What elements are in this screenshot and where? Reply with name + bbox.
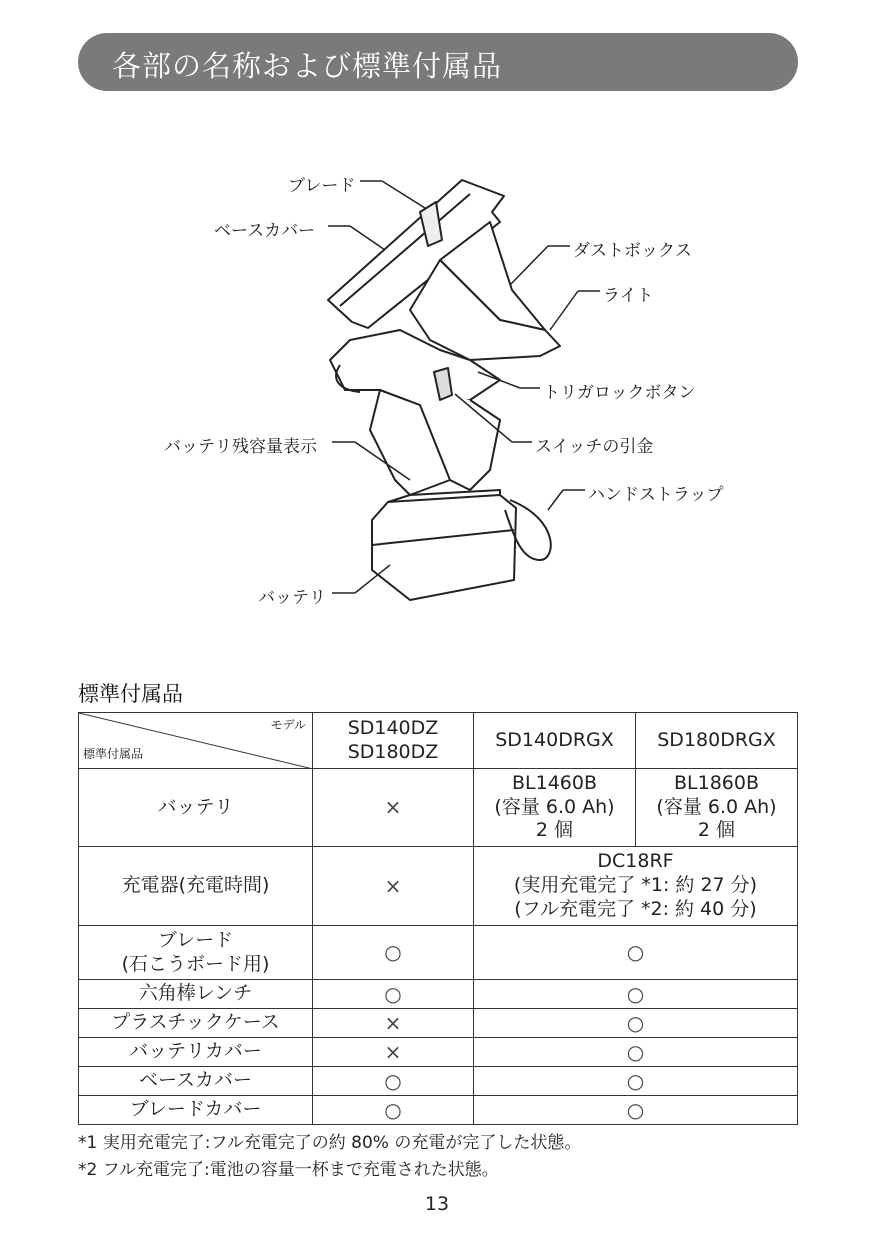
section-header: [78, 33, 798, 91]
footnote-2: *2 フル充電完了:電池の容量一杯まで充電された状態。: [78, 1160, 499, 1180]
cell-line: (フル充電完了 *2: 約 40 分): [514, 897, 757, 920]
item-name: ブレードカバー: [79, 1096, 313, 1125]
table-row: [79, 1009, 798, 1038]
cell-value: ×: [313, 769, 474, 847]
product-diagram: [0, 150, 874, 620]
item-name: [79, 926, 313, 980]
table-header-row: [79, 713, 798, 769]
label-trigger-lock: トリガロックボタン: [543, 383, 696, 403]
cell-value: ○: [474, 1067, 798, 1096]
cell-line: BL1460B: [511, 771, 597, 794]
corner-cell: [79, 713, 313, 769]
cell-line: 2 個: [535, 819, 574, 842]
corner-model-label: モデル: [270, 718, 306, 732]
cell-value: [474, 847, 798, 926]
item-name: ベースカバー: [79, 1067, 313, 1096]
model-line: SD180DZ: [347, 740, 439, 763]
cell-line: DC18RF: [597, 850, 674, 873]
label-battery-indicator: バッテリ残容量表示: [164, 437, 317, 457]
page-number: 13: [424, 1193, 450, 1215]
table-row: [79, 769, 798, 847]
table-row: [79, 1038, 798, 1067]
cell-line: (実用充電完了 *1: 約 27 分): [513, 874, 758, 897]
cell-line: (容量 6.0 Ah): [656, 795, 777, 818]
item-name-line: (石こうボード用): [121, 952, 270, 975]
item-name: バッテリ: [79, 769, 313, 847]
corner-accessory-label: 標準付属品: [83, 747, 144, 761]
table-row: [79, 926, 798, 980]
model-header: [313, 713, 474, 769]
label-switch-trigger: スイッチの引金: [535, 437, 654, 457]
item-name-line: ブレード: [157, 928, 234, 951]
cell-value: ○: [474, 1009, 798, 1038]
model-header: SD180DRGX: [636, 713, 798, 769]
cell-line: 2 個: [697, 819, 736, 842]
cell-value: [636, 769, 798, 847]
saw-illustration: [0, 150, 874, 620]
cell-line: (容量 6.0 Ah): [494, 795, 615, 818]
cell-value: ○: [313, 1096, 474, 1125]
cell-value: ○: [474, 1038, 798, 1067]
cell-value: [474, 769, 636, 847]
cell-value: ○: [474, 1096, 798, 1125]
cell-value: ○: [313, 980, 474, 1009]
cell-line: BL1860B: [673, 771, 759, 794]
label-light: ライト: [603, 286, 654, 306]
label-battery: バッテリ: [258, 588, 326, 608]
accessories-table: [78, 712, 798, 1125]
label-dust-box: ダストボックス: [573, 241, 692, 261]
label-base-cover: ベースカバー: [214, 221, 316, 241]
item-name: 充電器(充電時間): [79, 847, 313, 926]
section-title: 各部の名称および標準付属品: [112, 49, 503, 83]
accessories-title: 標準付属品: [78, 682, 183, 706]
footnote-1: *1 実用充電完了:フル充電完了の約 80% の充電が完了した状態。: [78, 1133, 582, 1153]
model-line: SD140DZ: [347, 716, 439, 739]
cell-value: ○: [313, 926, 474, 980]
table-row: [79, 1096, 798, 1125]
cell-value: ○: [474, 980, 798, 1009]
item-name: バッテリカバー: [79, 1038, 313, 1067]
cell-value: ×: [313, 1038, 474, 1067]
label-blade: ブレード: [288, 176, 356, 196]
table-row: [79, 1067, 798, 1096]
model-header: SD140DRGX: [474, 713, 636, 769]
item-name: プラスチックケース: [79, 1009, 313, 1038]
item-name: 六角棒レンチ: [79, 980, 313, 1009]
table-row: [79, 980, 798, 1009]
table-row: [79, 847, 798, 926]
cell-value: ×: [313, 1009, 474, 1038]
cell-value: ○: [474, 926, 798, 980]
cell-value: ×: [313, 847, 474, 926]
cell-value: ○: [313, 1067, 474, 1096]
label-hand-strap: ハンドストラップ: [588, 485, 724, 505]
